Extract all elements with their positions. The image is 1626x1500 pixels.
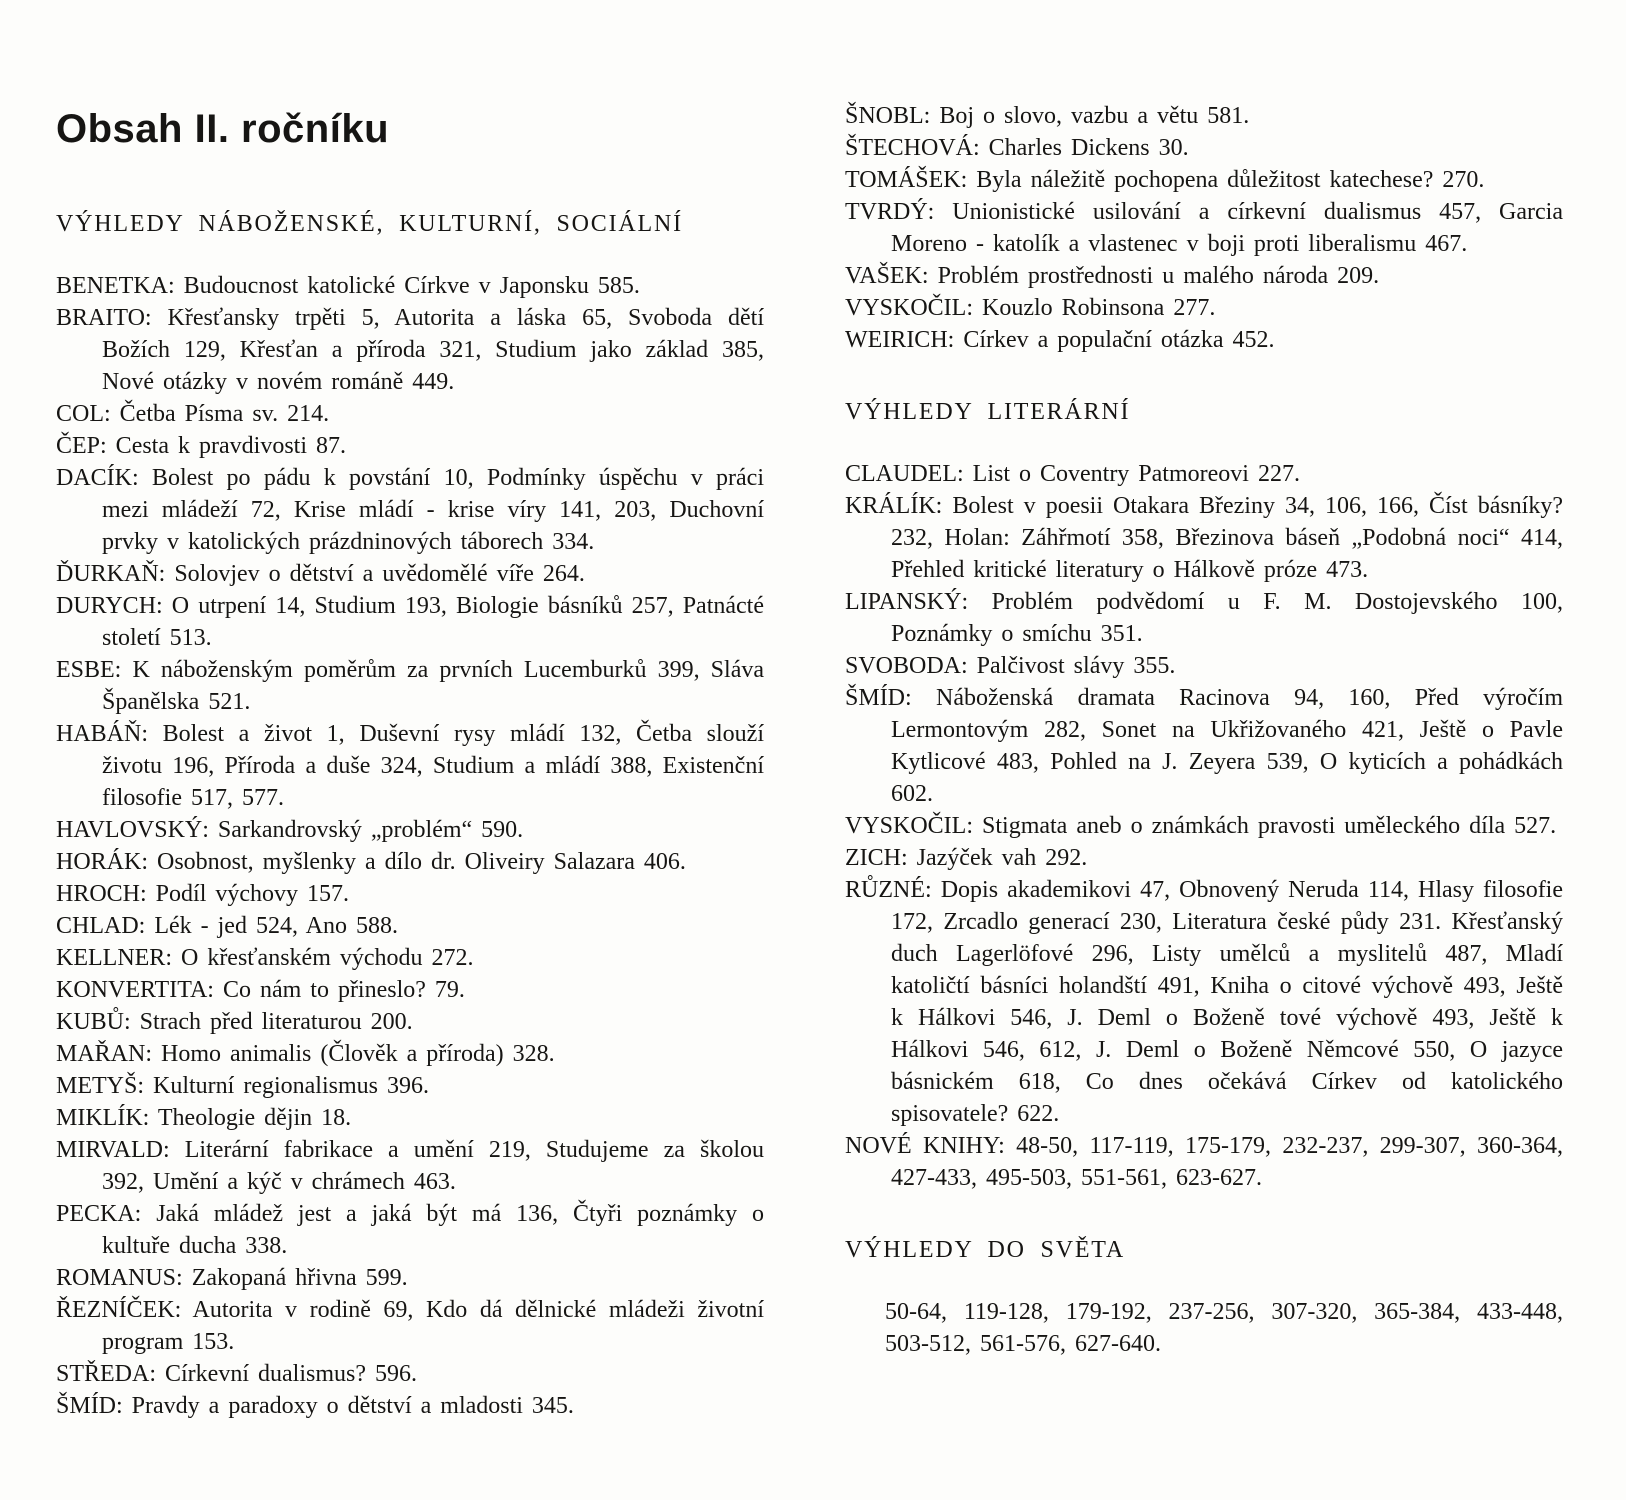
toc-entry: HAVLOVSKÝ: Sarkandrovský „problém“ 590. — [56, 817, 524, 843]
toc-entry: DACÍK: Bolest po pádu k povstání 10, Podmínky úspěchu v práci mezi mládeží 72, Krise mládí - krise víry 141, 203, Duchovní prvky v katolických prázdninových táborech 334. — [56, 465, 764, 555]
toc-entry: HROCH: Podíl výchovy 157. — [56, 881, 350, 907]
toc-entry: VAŠEK: Problém prostřednosti u malého národa 209. — [845, 263, 1380, 289]
toc-entry: MIRVALD: Literární fabrikace a umění 219, Studujeme za školou 392, Umění a kýč v chrámech 463. — [56, 1137, 764, 1195]
section-heading: VÝHLEDY DO SVĚTA — [845, 1237, 1125, 1263]
section-heading: VÝHLEDY LITERÁRNÍ — [845, 399, 1131, 425]
toc-entry: ŘEZNÍČEK: Autorita v rodině 69, Kdo dá dělnické mládeži životní program 153. — [56, 1297, 764, 1355]
toc-entry: ESBE: K náboženským poměrům za prvních Lucemburků 399, Sláva Španělska 521. — [56, 657, 764, 715]
toc-entry: HABÁŇ: Bolest a život 1, Duševní rysy mládí 132, Četba slouží životu 196, Příroda a duše 324, Studium a mládí 388, Existenční filosofie 517, 577. — [56, 721, 764, 811]
right-column — [845, 100, 1563, 1360]
toc-entry: WEIRICH: Církev a populační otázka 452. — [845, 327, 1275, 353]
toc-entry: MIKLÍK: Theologie dějin 18. — [56, 1105, 352, 1131]
toc-entry: STŘEDA: Církevní dualismus? 596. — [56, 1361, 417, 1387]
toc-entry: ŠNOBL: Boj o slovo, vazbu a větu 581. — [845, 103, 1250, 129]
toc-entry: ĎURKAŇ: Solovjev o dětství a uvědomělé víře 264. — [56, 561, 585, 587]
toc-entry: KONVERTITA: Co nám to přineslo? 79. — [56, 977, 465, 1003]
toc-entry: ZICH: Jazýček vah 292. — [845, 845, 1088, 871]
toc-entry: HORÁK: Osobnost, myšlenky a dílo dr. Oliveiry Salazara 406. — [56, 849, 686, 875]
toc-entry: CHLAD: Lék - jed 524, Ano 588. — [56, 913, 398, 939]
left-column — [56, 106, 764, 1422]
section-heading: VÝHLEDY NÁBOŽENSKÉ, KULTURNÍ, SOCIÁLNÍ — [56, 211, 683, 237]
toc-entry: TOMÁŠEK: Byla náležitě pochopena důležitost katechese? 270. — [845, 167, 1485, 193]
toc-entry: VYSKOČIL: Kouzlo Robinsona 277. — [845, 295, 1216, 321]
toc-entry: ŠTECHOVÁ: Charles Dickens 30. — [845, 135, 1189, 161]
toc-entry: KRÁLÍK: Bolest v poesii Otakara Březiny 34, 106, 166, Číst básníky? 232, Holan: Záhřmotí 358, Březinova báseň „Podobná noci“ 414, Přehled kritické literatury o Hálkově próze 473. — [845, 493, 1563, 583]
toc-entry: ČEP: Cesta k pravdivosti 87. — [56, 433, 346, 459]
toc-entry: ROMANUS: Zakopaná hřivna 599. — [56, 1265, 408, 1291]
toc-entry: KELLNER: O křesťanském východu 272. — [56, 945, 474, 971]
page-ranges: 50-64, 119-128, 179-192, 237-256, 307-320, 365-384, 433-448, 503-512, 561-576, 627-640. — [885, 1299, 1563, 1357]
toc-entry: ŠMÍD: Náboženská dramata Racinova 94, 160, Před výročím Lermontovým 282, Sonet na Ukřižovaného 421, Ještě o Pavle Kytlicové 483, Pohled na J. Zeyera 539, O kyticích a pohádkách 602. — [845, 685, 1563, 807]
toc-entry: PECKA: Jaká mládež jest a jaká být má 136, Čtyři poznámky o kultuře ducha 338. — [56, 1201, 764, 1259]
toc-entry: RŮZNÉ: Dopis akademikovi 47, Obnovený Neruda 114, Hlasy filosofie 172, Zrcadlo generací 230, Literatura české půdy 231. Křesťanský duch Lagerlöfové 296, Listy umělců a myslitelů 487, Mladí katoličtí básníci holandští 491, Kniha o citové výchově 493, Ještě k Hálkovi 546, J. Deml o Boženě tové výchově 493, Ještě k Hálkovi 546, 612, J. Deml o Boženě Němcové 550, O jazyce básnickém 618, Co dnes očekává Církev od katolického spisovatele? 622. — [845, 877, 1563, 1127]
toc-entry: KUBŮ: Strach před literaturou 200. — [56, 1009, 413, 1035]
toc-entry: LIPANSKÝ: Problém podvědomí u F. M. Dostojevského 100, Poznámky o smíchu 351. — [845, 589, 1563, 647]
toc-entry: MAŘAN: Homo animalis (Člověk a příroda) 328. — [56, 1041, 555, 1067]
toc-entry: TVRDÝ: Unionistické usilování a církevní dualismus 457, Garcia Moreno - katolík a vlastenec v boji proti liberalismu 467. — [845, 199, 1563, 257]
page-title: Obsah II. ročníku — [56, 107, 390, 151]
toc-entry: VYSKOČIL: Stigmata aneb o známkách pravosti uměleckého díla 527. — [845, 813, 1557, 839]
toc-entry: BRAITO: Křesťansky trpěti 5, Autorita a láska 65, Svoboda dětí Božích 129, Křesťan a příroda 321, Studium jako základ 385, Nové otázky v novém románě 449. — [56, 305, 764, 395]
toc-entry: BENETKA: Budoucnost katolické Církve v Japonsku 585. — [56, 273, 640, 299]
toc-entry: SVOBODA: Palčivost slávy 355. — [845, 653, 1176, 679]
toc-entry: COL: Četba Písma sv. 214. — [56, 401, 330, 427]
toc-entry: CLAUDEL: List o Coventry Patmoreovi 227. — [845, 461, 1300, 487]
toc-entry: METYŠ: Kulturní regionalismus 396. — [56, 1073, 429, 1099]
toc-entry: NOVÉ KNIHY: 48-50, 117-119, 175-179, 232-237, 299-307, 360-364, 427-433, 495-503, 551-561, 623-627. — [845, 1133, 1563, 1191]
toc-entry: DURYCH: O utrpení 14, Studium 193, Biologie básníků 257, Patnácté století 513. — [56, 593, 764, 651]
toc-entry: ŠMÍD: Pravdy a paradoxy o dětství a mladosti 345. — [56, 1393, 574, 1419]
